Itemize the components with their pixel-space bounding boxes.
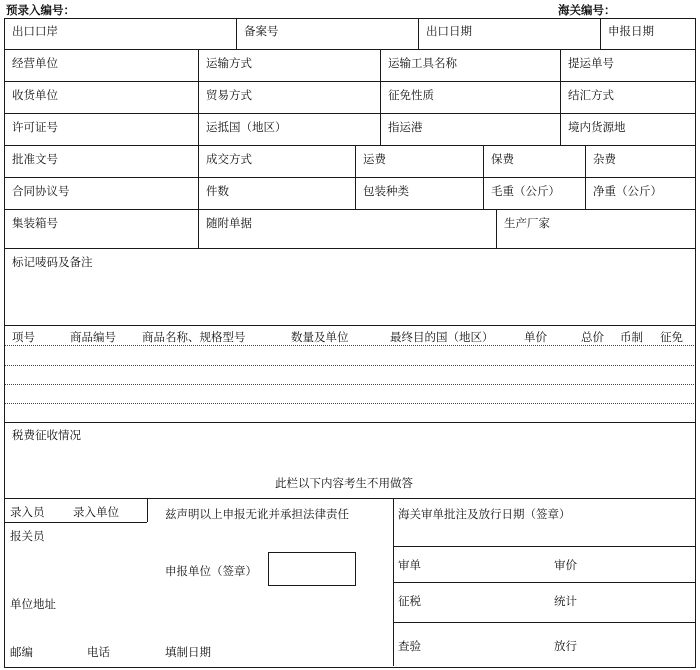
col-divider (380, 49, 381, 145)
settlement-mode-label: 结汇方式 (568, 88, 614, 102)
col-exemption: 征免 (660, 330, 683, 344)
net-weight-label: 净重（公斤） (593, 184, 662, 198)
trade-mode-label: 贸易方式 (206, 88, 252, 102)
misc-fee-label: 杂费 (593, 152, 616, 166)
record-no-label: 备案号 (244, 24, 279, 38)
marks-label: 标记唛码及备注 (12, 255, 93, 269)
consignee-unit-label: 收货单位 (12, 88, 58, 102)
col-divider (198, 145, 199, 209)
tax-note: 此栏以下内容考生不用做答 (275, 476, 413, 490)
col-divider (483, 145, 484, 209)
destination-country-label: 运抵国（地区） (206, 120, 287, 134)
manufacturer-label: 生产厂家 (504, 216, 550, 230)
row-divider (4, 49, 695, 50)
row-divider (393, 546, 695, 547)
row-divider (4, 522, 147, 523)
col-divider (600, 18, 601, 49)
row-divider (4, 145, 695, 146)
col-divider (198, 49, 199, 145)
fill-date-label: 填制日期 (165, 645, 211, 659)
col-quantity-unit: 数量及单位 (291, 330, 349, 344)
item-line (5, 365, 694, 366)
operating-unit-label: 经营单位 (12, 56, 58, 70)
row-divider (4, 422, 695, 423)
seal-box (268, 552, 356, 586)
tax-levy-label: 征税 (398, 594, 421, 608)
export-date-label: 出口日期 (426, 24, 472, 38)
row-divider (4, 113, 695, 114)
col-divider (585, 145, 586, 209)
col-divider (393, 498, 394, 666)
statistics-label: 统计 (554, 594, 577, 608)
postcode-label: 邮编 (10, 645, 33, 659)
destination-port-label: 指运港 (388, 120, 423, 134)
domestic-source-label: 境内货源地 (568, 120, 626, 134)
attached-docs-label: 随附单据 (206, 216, 252, 230)
col-total-price: 总价 (581, 330, 604, 344)
col-divider (560, 49, 561, 145)
insurance-label: 保费 (491, 152, 514, 166)
item-line (5, 384, 694, 385)
col-divider (147, 498, 148, 522)
approval-no-label: 批准文号 (12, 152, 58, 166)
freight-label: 运费 (363, 152, 386, 166)
inspection-label: 查验 (398, 639, 421, 653)
transport-mode-label: 运输方式 (206, 56, 252, 70)
tax-label: 税费征收情况 (12, 428, 81, 442)
release-label: 放行 (554, 639, 577, 653)
unit-address-label: 单位地址 (10, 597, 56, 611)
col-commodity-name: 商品名称、规格型号 (142, 330, 246, 344)
bill-no-label: 提运单号 (568, 56, 614, 70)
col-divider (198, 209, 199, 248)
package-type-label: 包装种类 (363, 184, 409, 198)
entry-clerk-label: 录入员 (10, 505, 45, 519)
entry-unit-label: 录入单位 (73, 505, 119, 519)
col-divider (496, 209, 497, 248)
col-currency: 币制 (620, 330, 643, 344)
col-commodity-code: 商品编号 (70, 330, 116, 344)
declare-date-label: 申报日期 (608, 24, 654, 38)
preentry-no-label: 预录入编号： (6, 3, 75, 17)
row-divider (4, 81, 695, 82)
container-no-label: 集装箱号 (12, 216, 58, 230)
row-divider (4, 248, 695, 249)
col-divider (236, 18, 237, 49)
transport-name-label: 运输工具名称 (388, 56, 457, 70)
declarant-label: 报关员 (10, 529, 45, 543)
row-divider (4, 177, 695, 178)
row-divider (4, 325, 695, 326)
row-divider (393, 622, 695, 623)
col-unit-price: 单价 (524, 330, 547, 344)
declaring-unit-label: 申报单位（签章） (165, 564, 257, 578)
price-review-label: 审价 (554, 558, 577, 572)
customs-approval-label: 海关审单批注及放行日期（签章） (398, 507, 571, 521)
gross-weight-label: 毛重（公斤） (491, 184, 560, 198)
review-label: 审单 (398, 558, 421, 572)
customs-no-label: 海关编号： (558, 3, 616, 17)
license-no-label: 许可证号 (12, 120, 58, 134)
contract-no-label: 合同协议号 (12, 184, 70, 198)
deal-mode-label: 成交方式 (206, 152, 252, 166)
phone-label: 电话 (87, 645, 110, 659)
item-line (5, 345, 694, 346)
col-final-destination: 最终目的国（地区） (390, 330, 494, 344)
row-divider (4, 209, 695, 210)
col-divider (418, 18, 419, 49)
tax-exemption-label: 征免性质 (388, 88, 434, 102)
row-divider (4, 498, 695, 499)
export-port-label: 出口口岸 (12, 24, 58, 38)
declaration-statement: 兹声明以上申报无讹并承担法律责任 (165, 507, 349, 521)
col-divider (355, 145, 356, 209)
item-line (5, 403, 694, 404)
col-item-no: 项号 (12, 330, 35, 344)
row-divider (393, 582, 695, 583)
pieces-label: 件数 (206, 184, 229, 198)
